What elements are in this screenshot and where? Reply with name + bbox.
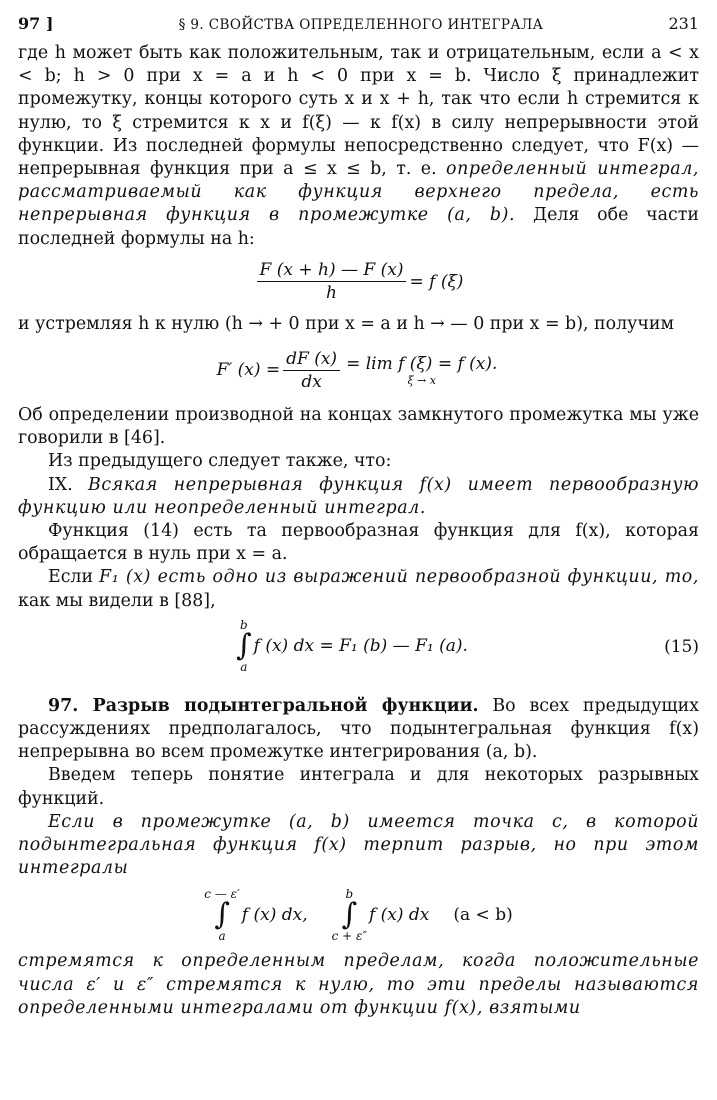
section-97-title: 97. Разрыв подынтегральной функции.	[48, 695, 479, 716]
integral-left-upper: c — ε′	[204, 887, 240, 902]
integral-sign	[236, 619, 252, 673]
section-97-text: Во всех предыдущих рассуждениях предполагалось, что подынтегральная функция f(x) непрерывна во всем промежутке интегрирования (a, b).	[18, 695, 700, 763]
integral-right-lower: c + ε″	[331, 929, 367, 944]
section-number: 97 ]	[18, 14, 54, 33]
page-number: 231	[668, 14, 699, 33]
running-title: § 9. СВОЙСТВА ОПРЕДЕЛЕННОГО ИНТЕГРАЛА	[178, 17, 544, 33]
paragraph-7	[18, 566, 699, 612]
paragraph-4: Из предыдущего следует также, что:	[48, 451, 392, 472]
fraction-denominator: h	[326, 283, 337, 304]
paragraph-7-italic: F₁ (x) есть одно из выражений первообразной функции, то,	[99, 567, 699, 588]
spacer	[18, 681, 699, 695]
paragraph-6: Функция (14) есть та первообразная функция для f(x), которая обращается в нуль при x = a.	[18, 521, 699, 565]
derivative-lhs: F′ (x) =	[216, 360, 281, 381]
theorem-text: Всякая непрерывная функция f(x) имеет первообразную функцию или неопределенный интеграл.	[18, 474, 699, 518]
paragraph-3: Об определении производной на концах замкнутого промежутка мы уже говорили в [46].	[18, 405, 699, 449]
formula-rhs: = f (ξ)	[409, 271, 464, 292]
section-97	[18, 695, 699, 765]
integral-upper-limit: b	[239, 617, 248, 632]
paragraph-7-a: Если	[48, 567, 94, 588]
derivative-fraction	[283, 349, 340, 392]
equation-15-expression: f (x) dx = F₁ (b) — F₁ (a).	[253, 635, 468, 656]
integral-right	[332, 888, 430, 942]
integral-left	[204, 888, 307, 942]
equation-15-tag: (15)	[664, 636, 699, 657]
paragraph-1	[18, 42, 699, 251]
fraction-numerator: F (x + h) — F (x)	[257, 260, 407, 282]
paragraph-1-text: где h может быть как положительным, так и отрицательным, если a < x < b; h > 0 при x = a и h < 0 при x = b. Число ξ принадлежит промежутку, концы которого суть x и x + h, так что если h стремится к нулю, то ξ стремится к x и f(ξ) — к f(x) в силу непрерывности этой функции. Из последней формулы непосредственно следует, что F(x) — непрерывная функция при a ≤ x ≤ b, т. е.	[18, 43, 699, 180]
limit-body: = lim f (ξ) = f (x).	[346, 353, 498, 374]
paragraph-8: Введем теперь понятие интеграла и для некоторых разрывных функций.	[18, 765, 699, 809]
condition: (a < b)	[453, 905, 513, 926]
theorem-number: IX.	[48, 474, 73, 495]
paragraph-2: и устремляя h к нулю (h → + 0 при x = a и h → — 0 при x = b), получим	[18, 313, 674, 334]
integral-symbol: ∫	[236, 627, 252, 663]
formula-difference-quotient	[18, 257, 699, 307]
paragraph-10	[18, 950, 699, 1020]
equation-15	[18, 615, 699, 679]
integral-left-lower: a	[218, 929, 226, 944]
equation-15-body	[236, 619, 468, 673]
formula-derivative	[18, 342, 699, 398]
derivative-numerator: dF (x)	[283, 349, 340, 371]
integral-lower-limit: a	[240, 659, 248, 674]
paragraph-9	[18, 811, 699, 881]
integral-left-body: f (x) dx,	[241, 905, 308, 926]
limit-subscript: ξ → x	[407, 373, 436, 387]
derivative-denominator: dx	[301, 371, 322, 392]
limit-expression	[346, 354, 497, 387]
integral-right-sign	[332, 888, 367, 942]
paragraph-1-italic: определенный интеграл, рассматриваемый как функция верхнего предела, есть непрерывная функция в промежутке (a, b).	[18, 159, 700, 226]
page-header	[18, 14, 699, 42]
paragraph-10-italic: стремятся к определенным пределам, когда положительные числа ε′ и ε″ стремятся к нулю, то эти пределы называются определенными интегралами от функции f(x), взятыми	[18, 951, 699, 1018]
paragraph-9-italic: Если в промежутке (a, b) имеется точка c, в которой подынтегральная функция f(x) терпит разрыв, но при этом интегралы	[18, 811, 699, 879]
paragraph-1-end: Деля обе части последней формулы на h:	[18, 205, 699, 249]
paragraph-7-b: как мы видели в [88],	[18, 590, 216, 611]
improper-integrals	[18, 880, 699, 950]
integral-right-symbol: ∫	[341, 897, 358, 933]
integral-right-body: f (x) dx	[368, 905, 430, 926]
integral-left-sign	[204, 888, 240, 942]
theorem-ix	[18, 474, 699, 520]
fraction	[257, 260, 407, 303]
integral-left-symbol: ∫	[214, 897, 230, 933]
integral-right-upper: b	[345, 887, 354, 902]
